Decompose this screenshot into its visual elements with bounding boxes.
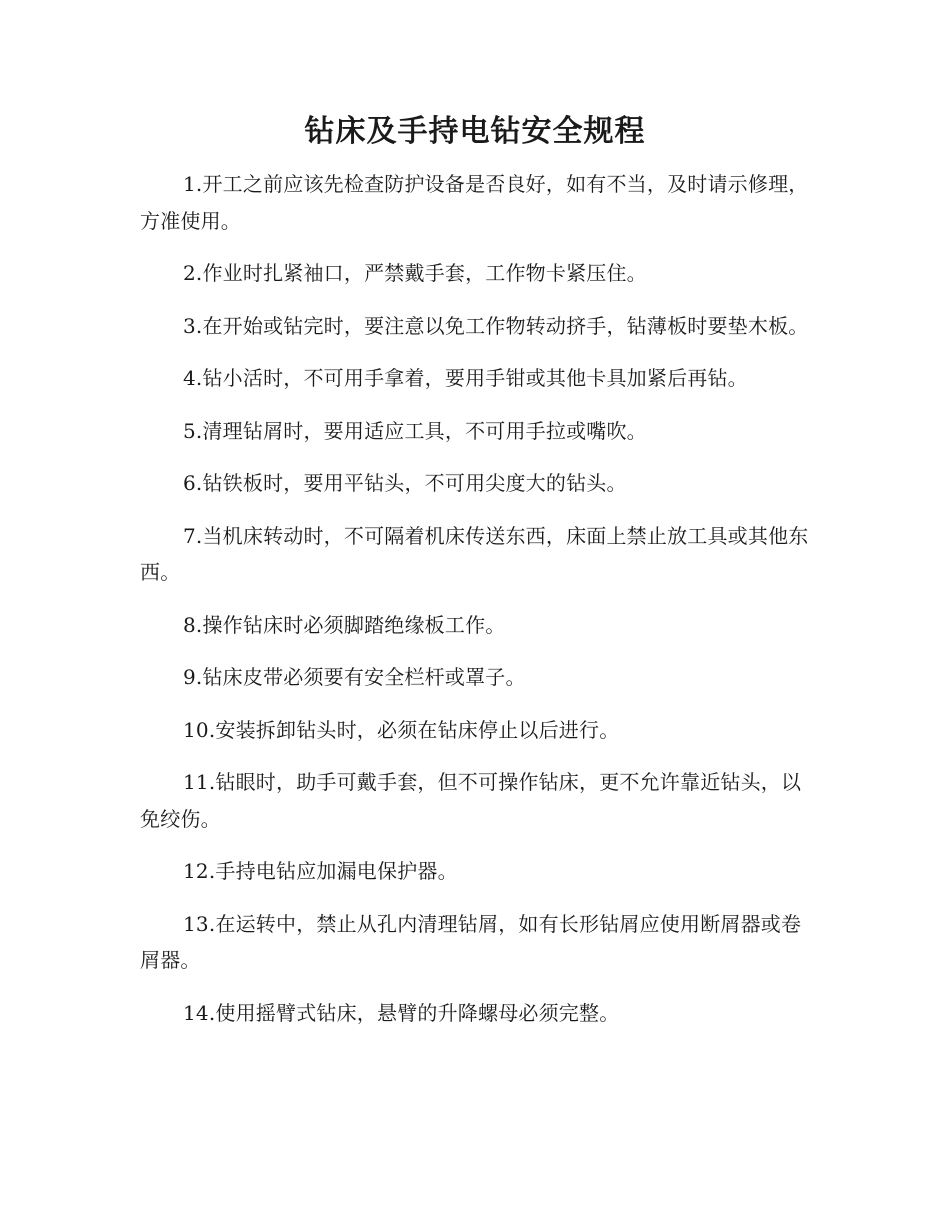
rules-list (140, 166, 810, 1047)
rule-item-12: 12.手持电钻应加漏电保护器。 (183, 859, 458, 883)
rule-item-14: 14.使用摇臂式钻床，悬臂的升降螺母必须完整。 (183, 1000, 620, 1025)
rule-item-2: 2.作业时扎紧袖口，严禁戴手套，工作物卡紧压住。 (183, 261, 647, 285)
rule-item-3: 3.在开始或钻完时，要注意以免工作物转动挤手，钻薄板时要垫木板。 (183, 313, 809, 338)
rule-item-11: 11.钻眼时，助手可戴手套，但不可操作钻床，更不允许靠近钻头，以免绞伤。 (140, 770, 802, 831)
rule-item-9: 9.钻床皮带必须要有安全栏杆或罩子。 (183, 665, 526, 689)
rule-item-4: 4.钻小活时，不可用手拿着，要用手钳或其他卡具加紧后再钻。 (183, 366, 748, 390)
rule-item-7: 7.当机床转动时，不可隔着机床传送东西，床面上禁止放工具或其他东西。 (140, 523, 809, 584)
document-title: 钻床及手持电钻安全规程 (304, 114, 646, 149)
rule-item-5: 5.清理钻屑时，要用适应工具，不可用手拉或嘴吹。 (183, 418, 647, 443)
rule-item-8: 8.操作钻床时必须脚踏绝缘板工作。 (183, 612, 506, 637)
rule-item-10: 10.安装拆卸钻头时，必须在钻床停止以后进行。 (183, 717, 620, 742)
rule-item-6: 6.钻铁板时，要用平钻头，不可用尖度大的钻头。 (183, 471, 627, 495)
rule-item-13: 13.在运转中，禁止从孔内清理钻屑，如有长形钻屑应使用断屑器或卷屑器。 (140, 911, 802, 972)
rule-item-1: 1.开工之前应该先检查防护设备是否良好，如有不当，及时请示修理，方准使用。 (140, 172, 809, 233)
